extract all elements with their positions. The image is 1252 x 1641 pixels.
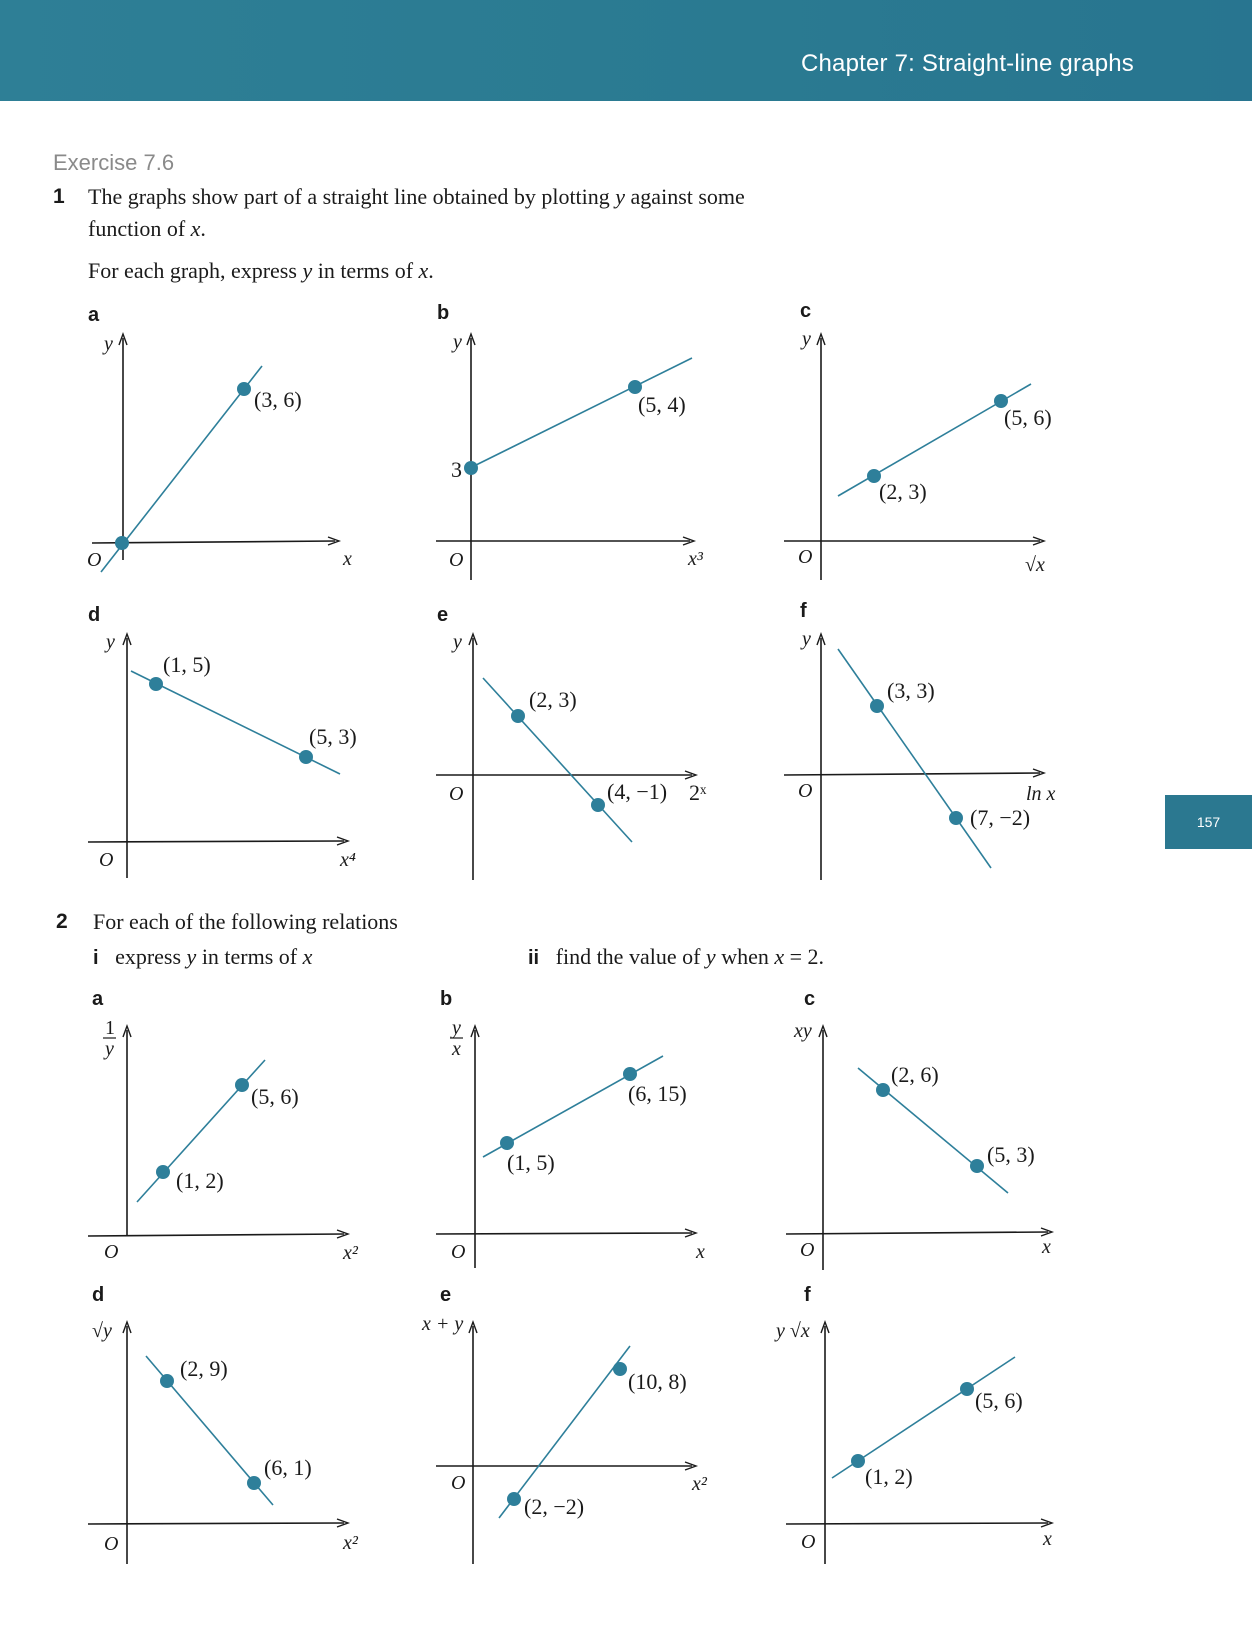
origin-label: O (801, 1531, 816, 1553)
part-label-q1a: a (88, 304, 100, 326)
point-label: (2, 3) (879, 479, 927, 504)
y-axis-label: y √x (776, 1320, 810, 1342)
point-label: (2, 9) (180, 1356, 228, 1381)
part-label-q1e: e (437, 604, 449, 626)
x-axis-label: x (1042, 1236, 1051, 1258)
y-axis-label: y (104, 333, 113, 355)
origin-label: O (451, 1241, 466, 1263)
y-axis-label: y (453, 331, 462, 353)
x-axis-label: √x (1025, 554, 1045, 576)
point-label: (1, 5) (163, 652, 211, 677)
question-number: 1 (53, 185, 65, 208)
part-label-q2b: b (440, 988, 453, 1010)
part-label-q2f: f (804, 1284, 811, 1306)
point-label: (5, 6) (1004, 405, 1052, 430)
y-axis-label: y (106, 631, 115, 653)
x-axis-label: x² (343, 1242, 358, 1264)
point-label: (7, −2) (970, 805, 1031, 830)
x-axis-label: 2ˣ (689, 780, 707, 805)
point-label: (5, 3) (987, 1142, 1035, 1167)
x-axis-label: x³ (688, 548, 703, 570)
origin-label: O (798, 546, 813, 568)
point-label: (5, 4) (638, 392, 686, 417)
part-label-q2c: c (804, 988, 816, 1010)
point-label: (4, −1) (607, 779, 668, 804)
point-label: (3, 6) (254, 387, 302, 412)
y-axis-label: y (802, 328, 811, 350)
page-number-tab: 157 (1165, 795, 1252, 849)
point-label: (2, −2) (524, 1494, 585, 1519)
exercise-title: Exercise 7.6 (53, 150, 175, 175)
origin-label: O (449, 783, 464, 805)
origin-label: O (104, 1241, 119, 1263)
chapter-title: Chapter 7: Straight-line graphs (800, 50, 1134, 77)
origin-label: O (449, 549, 464, 571)
question-text-line2: function of x. (88, 216, 206, 241)
part-label-q2a: a (92, 988, 104, 1010)
x-axis-label: x² (343, 1532, 358, 1554)
point-label: (2, 3) (529, 687, 577, 712)
y-axis-label: x + y (422, 1313, 464, 1335)
part-label-q1f: f (800, 600, 807, 622)
y-axis-label-numerator: 1 (105, 1017, 115, 1039)
x-axis-label: x (343, 548, 352, 570)
part-label-q1c: c (800, 300, 812, 322)
point-label: (10, 8) (628, 1369, 687, 1394)
x-axis-label: x⁴ (340, 849, 356, 871)
point-label: (5, 6) (251, 1084, 299, 1109)
question-instruction: For each graph, express y in terms of x. (88, 258, 434, 283)
x-axis-label: x (696, 1241, 705, 1263)
y-axis-label-denominator: x (452, 1038, 461, 1060)
origin-label: O (99, 849, 114, 871)
point-label: (5, 6) (975, 1388, 1023, 1413)
y-axis-label-denominator: y (105, 1038, 114, 1060)
y-axis-label: √y (92, 1320, 112, 1342)
point-label: (1, 5) (507, 1150, 555, 1175)
point-label: (5, 3) (309, 724, 357, 749)
data-point (960, 1382, 974, 1396)
y-axis-label: xy (794, 1020, 812, 1042)
subquestion-ii: ii find the value of y when x = 2. (528, 944, 825, 969)
data-point (851, 1454, 865, 1468)
point-label: (1, 2) (865, 1464, 913, 1489)
x-axis-label: x² (692, 1473, 707, 1495)
question-text: The graphs show part of a straight line obtained by plotting y against some (88, 184, 745, 209)
x-axis-label: ln x (1026, 783, 1056, 805)
origin-label: O (800, 1239, 815, 1261)
question-text: For each of the following relations (93, 909, 398, 934)
y-axis-label: y (802, 628, 811, 650)
intercept-label: 3 (451, 457, 462, 482)
origin-label: O (87, 549, 102, 571)
y-axis-label: y (453, 631, 462, 653)
origin-label: O (451, 1472, 466, 1494)
point-label: (6, 1) (264, 1455, 312, 1480)
part-label-q2d: d (92, 1284, 105, 1306)
point-label: (3, 3) (887, 678, 935, 703)
part-label-q1b: b (437, 302, 450, 324)
point-label: (1, 2) (176, 1168, 224, 1193)
point-label: (2, 6) (891, 1062, 939, 1087)
point-label: (6, 15) (628, 1081, 687, 1106)
origin-label: O (798, 780, 813, 802)
part-label-q2e: e (440, 1284, 452, 1306)
question-number: 2 (56, 910, 68, 933)
x-axis-label: x (1043, 1528, 1052, 1550)
part-label-q1d: d (88, 604, 101, 626)
subquestion-i: i express y in terms of x (93, 944, 313, 969)
y-axis-label-numerator: y (452, 1017, 461, 1039)
x-axis (786, 1523, 1048, 1524)
origin-label: O (104, 1533, 119, 1555)
